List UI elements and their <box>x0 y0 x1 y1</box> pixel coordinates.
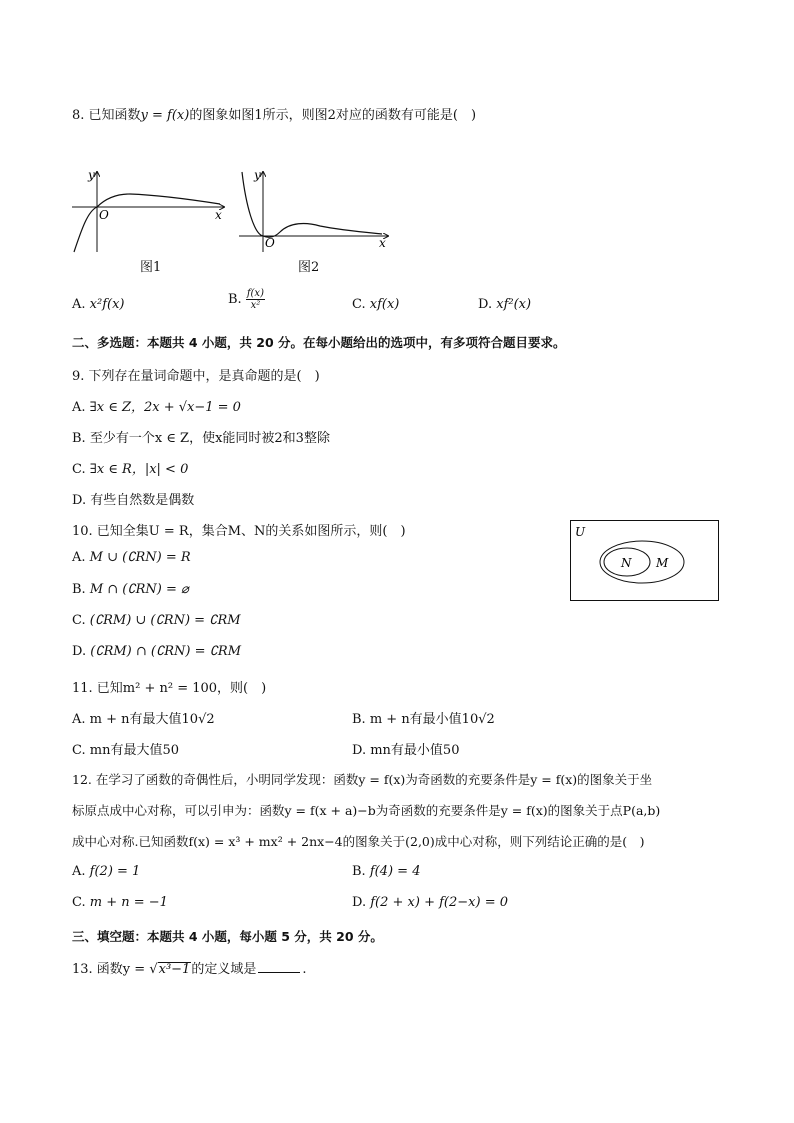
fraction-denominator: x² <box>250 300 261 311</box>
option-label: B. <box>72 431 86 446</box>
q10-option-a-text: M ∪ (∁RN) = R <box>89 550 191 565</box>
q8-figure-1 <box>68 166 230 254</box>
sqrt-sign: √ <box>149 962 158 977</box>
option-label: A. <box>72 550 86 565</box>
q12-option-c-text: m + n = −1 <box>89 895 168 910</box>
q11-option-a-text: m + n有最大值10√2 <box>89 712 215 727</box>
fig1-y-label: y <box>88 168 95 182</box>
q11-option-b <box>352 708 495 727</box>
venn-n-label: N <box>621 556 632 570</box>
fig1-x-label: x <box>215 208 222 222</box>
q13-stem-end: . <box>302 962 307 977</box>
option-label: B. <box>352 864 366 879</box>
q9-option-b-text: 至少有一个x ∈ Z，使x能同时被2和3整除 <box>89 431 330 446</box>
option-label: C. <box>72 462 86 477</box>
q12-stem-line-2: 标原点成中心对称，可以引申为：函数y = f(x + a)−b为奇函数的充要条件是y = f(x)的图象关于点P(a,b) <box>72 803 661 818</box>
q9-stem: 9. 下列存在量词命题中，是真命题的是( ) <box>72 369 320 384</box>
fig2-caption: 图2 <box>298 260 320 275</box>
option-label: D. <box>72 493 87 508</box>
q8-stem <box>72 104 476 123</box>
q11-option-a <box>72 708 215 727</box>
venn-m-label: M <box>656 556 669 570</box>
q10-option-b-text: M ∩ (∁RN) = ⌀ <box>89 582 189 597</box>
q11-option-c <box>72 739 179 758</box>
q8-option-d-text: xf²(x) <box>496 297 532 312</box>
fig1-caption: 图1 <box>140 260 162 275</box>
option-label: D. <box>352 895 367 910</box>
option-label: C. <box>72 613 86 628</box>
q9-option-d <box>72 489 194 508</box>
fig1-origin-label: O <box>99 208 109 222</box>
q8-stem-post: 的图象如图1所示，则图2对应的函数有可能是( ) <box>189 108 477 123</box>
q8-option-a <box>72 297 125 312</box>
q12-option-a-text: f(2) = 1 <box>89 864 141 879</box>
q10-option-d-text: (∁RM) ∩ (∁RN) = ∁RM <box>90 644 242 659</box>
q8-option-d <box>478 297 531 312</box>
q10-option-a <box>72 550 191 565</box>
q8-option-b <box>228 288 265 311</box>
q11-option-c-text: mn有最大值50 <box>89 743 180 758</box>
q10-option-b <box>72 582 189 597</box>
q12-option-d <box>352 895 508 910</box>
q11-option-d-text: mn有最小值50 <box>370 743 460 758</box>
option-label: B. <box>72 582 86 597</box>
q12-option-a <box>72 864 140 879</box>
q11-stem: 11. 已知m² + n² = 100，则( ) <box>72 681 267 696</box>
q9-option-a <box>72 396 241 415</box>
q13-stem-pre: 13. 函数y = <box>72 962 150 977</box>
option-label: D. <box>478 297 493 312</box>
option-label: D. <box>72 644 87 659</box>
q8-figure-2 <box>236 166 394 254</box>
q10-option-d <box>72 644 241 659</box>
option-label: B. <box>352 712 366 727</box>
q11-option-d <box>352 739 459 758</box>
fraction-numerator: f(x) <box>246 288 264 299</box>
option-label: A. <box>72 297 86 312</box>
q10-option-c-text: (∁RM) ∪ (∁RN) = ∁RM <box>89 613 241 628</box>
q12-option-d-text: f(2 + x) + f(2−x) = 0 <box>370 895 508 910</box>
q10-option-c <box>72 613 241 628</box>
q13-radicand: x³−1 <box>158 962 191 977</box>
q9-option-c-text: ∃x ∈ R，|x| < 0 <box>89 462 189 477</box>
q12-stem-line-3: 成中心对称.已知函数f(x) = x³ + mx² + 2nx−4的图象关于(2,0)成中心对称，则下列结论正确的是( ) <box>72 834 645 849</box>
q8-stem-eq: y = f(x) <box>140 108 190 123</box>
q10-stem: 10. 已知全集U = R，集合M、N的关系如图所示，则( ) <box>72 524 406 539</box>
section-2-title: 二、多选题：本题共 4 小题，共 20 分。在每小题给出的选项中，有多项符合题目要求。 <box>72 335 566 350</box>
q12-option-b <box>352 864 420 879</box>
q8-option-b-fraction <box>246 288 265 311</box>
venn-set-m <box>600 541 684 583</box>
q12-stem-line-1: 12. 在学习了函数的奇偶性后，小明同学发现：函数y = f(x)为奇函数的充要条件是y = f(x)的图象关于坐 <box>72 772 653 787</box>
fig2-origin-label: O <box>265 236 275 250</box>
q9-option-c <box>72 458 188 477</box>
option-label: D. <box>352 743 367 758</box>
option-label: C. <box>72 743 86 758</box>
q8-option-c <box>352 297 399 312</box>
q9-option-b <box>72 427 330 446</box>
q13-stem-post: 的定义域是 <box>191 962 257 977</box>
q10-venn-diagram <box>570 520 720 602</box>
q8-stem-pre: 8. 已知函数 <box>72 108 141 123</box>
option-label: A. <box>72 712 86 727</box>
venn-universal-rect <box>571 521 719 601</box>
q11-option-b-text: m + n有最小值10√2 <box>369 712 495 727</box>
q9-option-a-text: ∃x ∈ Z，2x + √x−1 = 0 <box>89 400 241 415</box>
q13-stem <box>72 958 306 977</box>
q8-option-a-text: x²f(x) <box>89 297 125 312</box>
venn-u-label: U <box>575 525 586 539</box>
q13-answer-blank[interactable] <box>258 961 300 973</box>
option-label: A. <box>72 400 86 415</box>
q8-option-c-text: xf(x) <box>369 297 400 312</box>
fig2-y-label: y <box>254 168 261 182</box>
q12-option-b-text: f(4) = 4 <box>369 864 421 879</box>
section-3-title: 三、填空题：本题共 4 小题，每小题 5 分，共 20 分。 <box>72 929 383 944</box>
fig1-curve <box>74 194 220 252</box>
option-label: C. <box>352 297 366 312</box>
fig2-x-label: x <box>379 236 386 250</box>
q9-option-d-text: 有些自然数是偶数 <box>90 493 195 508</box>
option-label: A. <box>72 864 86 879</box>
q12-option-c <box>72 895 168 910</box>
option-label: B. <box>228 292 242 307</box>
option-label: C. <box>72 895 86 910</box>
